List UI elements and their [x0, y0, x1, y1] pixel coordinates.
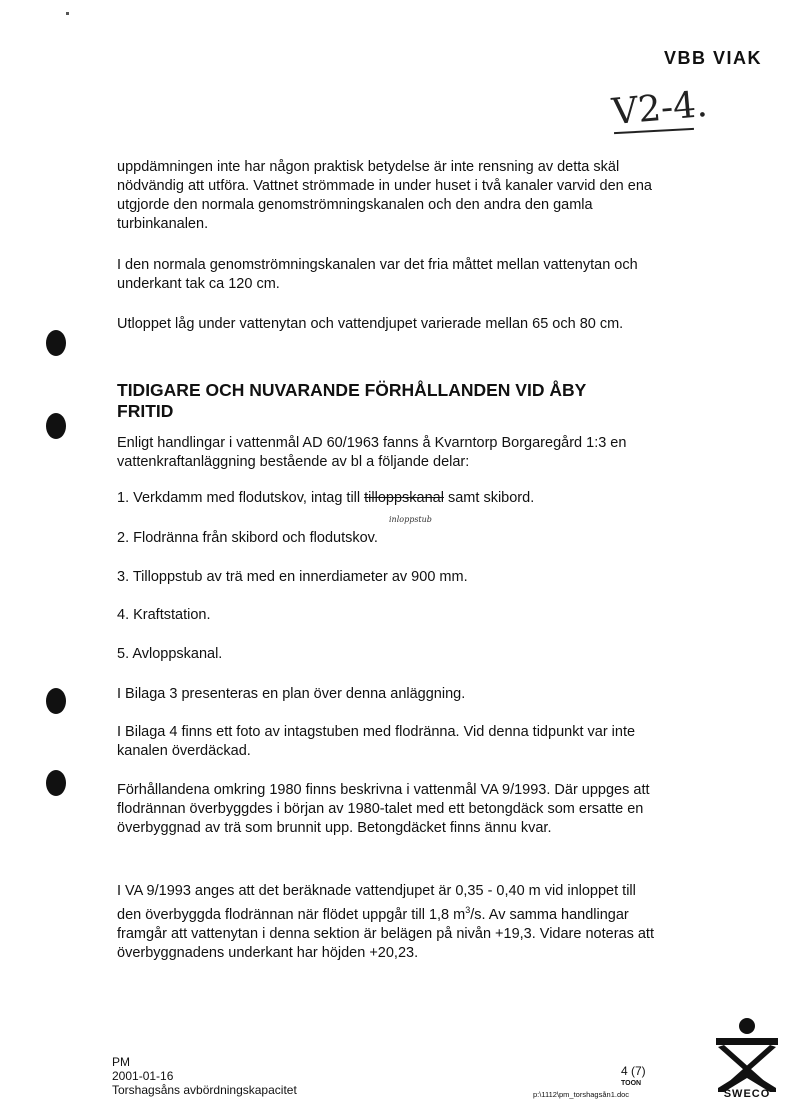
list-item: 3. Tilloppstub av trä med en innerdiameter av 900 mm.	[117, 569, 468, 585]
scan-speck	[66, 12, 69, 15]
list-item	[117, 490, 534, 506]
punch-hole	[46, 770, 66, 796]
list-item: 2. Flodränna från skibord och flodutskov.	[117, 530, 378, 546]
punch-hole	[46, 413, 66, 439]
footer-date: 2001-01-16	[112, 1069, 174, 1083]
brand-header: VBB VIAK	[664, 48, 763, 68]
section-heading: TIDIGARE OCH NUVARANDE FÖRHÅLLANDEN VID ÅBY FRITID	[117, 380, 586, 421]
punch-hole	[46, 688, 66, 714]
file-path: p:\1112\pm_torshagsån1.doc	[533, 1090, 630, 1099]
paragraph-2: I den normala genomströmningskanalen var det fria måttet mellan vattenytan och underkant tak ca 120 cm.	[117, 257, 638, 292]
paragraph-8-text: I VA 9/1993 anges att det beräknade vattendjupet är 0,35 - 0,40 m vid inloppet till den överbyggda flodrännan när flödet uppgår till 1,8 m	[117, 883, 636, 923]
list-item: 5. Avloppskanal.	[117, 646, 223, 662]
list-item-text: 1. Verkdamm med flodutskov, intag till	[117, 490, 365, 506]
superscript: 3	[465, 905, 471, 915]
list-item: 4. Kraftstation.	[117, 607, 211, 623]
paragraph-5: I Bilaga 3 presenteras en plan över denna anläggning.	[117, 686, 466, 702]
footer-doc-type: PM	[112, 1055, 130, 1069]
paragraph-7: Förhållandena omkring 1980 finns beskrivna i vattenmål VA 9/1993. Där uppges att flodrännan överbyggdes i början av 1980-talet med ett betongdäck som ersatte en överbyggnad av trä som brunnit upp. Betongdäcket finns ännu kvar.	[117, 782, 650, 836]
handwritten-correction: inloppstub	[389, 515, 432, 524]
paragraph-8-text: /s. Av samma handlingar framgår att vattenytan i denna sektion är belägen på nivån +19,3. Vidare noteras att överbyggnadens underkant har höjden +20,23.	[117, 906, 654, 961]
struck-text: tilloppskanal	[364, 490, 444, 506]
author-initials: TOON	[621, 1080, 642, 1087]
punch-hole	[46, 330, 66, 356]
footer-info	[112, 1055, 297, 1097]
paragraph-4: Enligt handlingar i vattenmål AD 60/1963 fanns å Kvarntorp Borgaregård 1:3 en vattenkraftanläggning bestående av bl a följande delar:	[117, 435, 627, 470]
paragraph-6: I Bilaga 4 finns ett foto av intagstuben med flodränna. Vid denna tidpunkt var inte kanalen överdäckad.	[117, 724, 636, 759]
paragraph-1: uppdämningen inte har någon praktisk betydelse är inte rensning av detta skäl nödvändig att utföra. Vattnet strömmade in under huset i två kanaler varvid den ena utgjorde den normala genomströmningskanalen och den andra den gamla turbinkanalen.	[117, 159, 652, 232]
component-list	[117, 0, 677, 700]
page-number: 4 (7)	[621, 1064, 646, 1078]
paragraph-8	[117, 882, 657, 963]
footer-title: Torshagsåns avbördningskapacitet	[112, 1083, 297, 1097]
handwritten-reference: V2-4.	[610, 83, 710, 134]
paragraph-3: Utloppet låg under vattenytan och vattendjupet varierade mellan 65 och 80 cm.	[117, 316, 624, 332]
sweco-logo-label: SWECO	[723, 1088, 771, 1100]
list-item-text: samt skibord.	[443, 490, 535, 506]
